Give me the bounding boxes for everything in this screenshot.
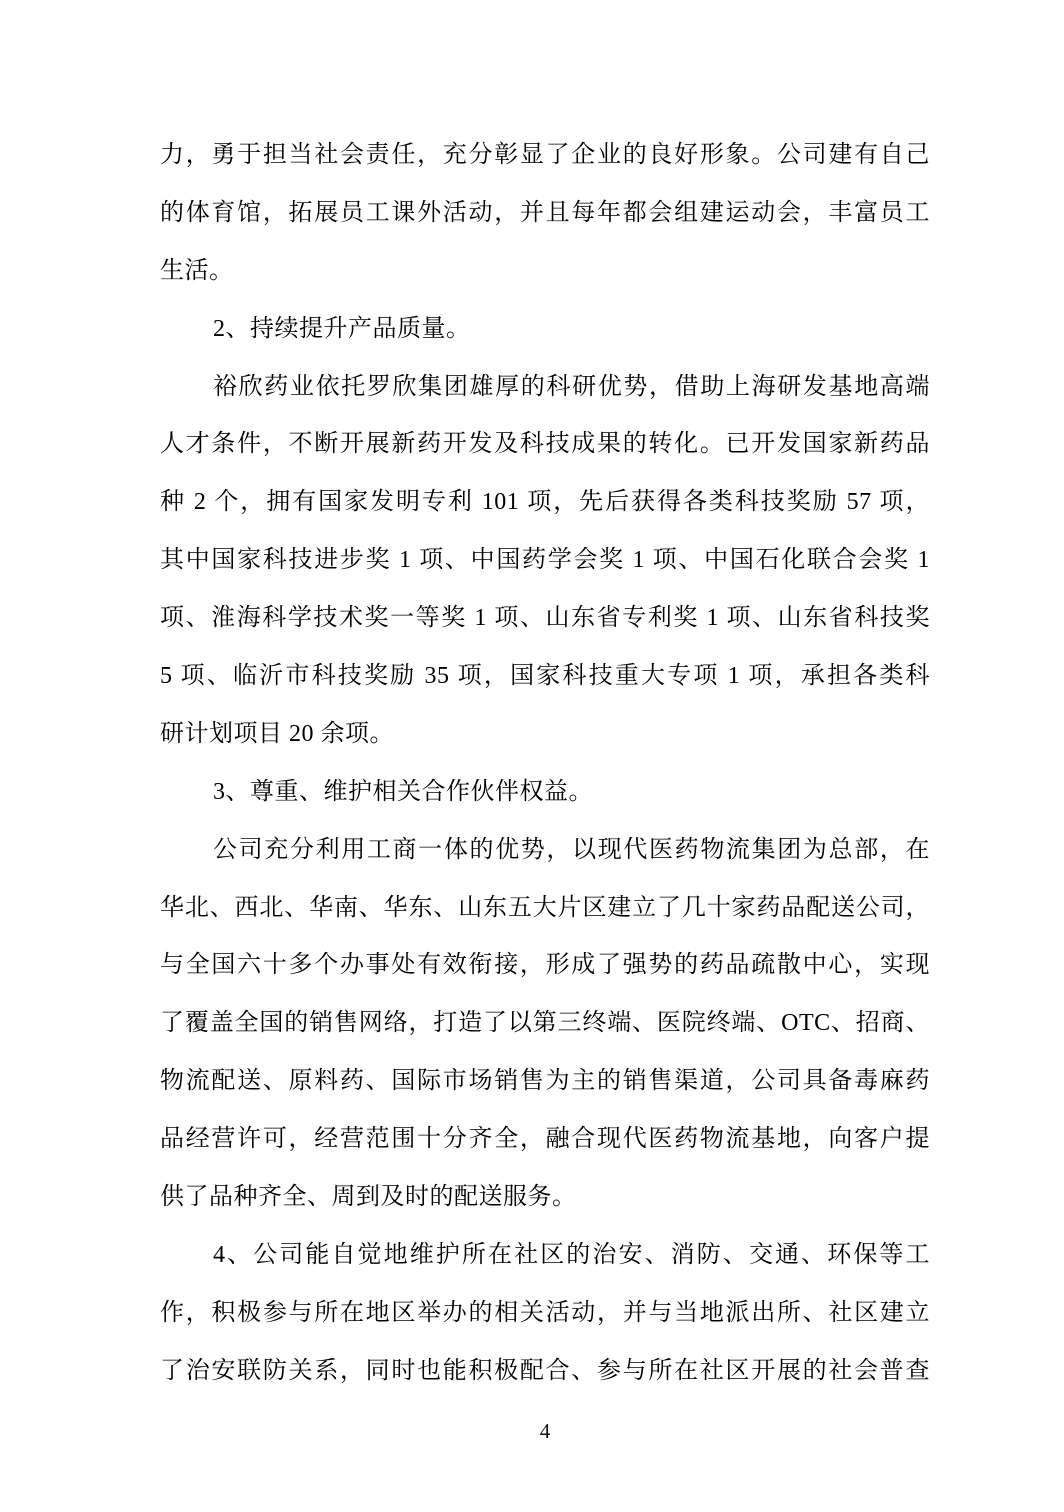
text-line: 种 2 个，拥有国家发明专利 101 项，先后获得各类科技奖励 57 项， (160, 489, 930, 516)
text-line: 项、淮海科学技术奖一等奖 1 项、山东省专利奖 1 项、山东省科技奖 (160, 605, 930, 632)
text-line: 了覆盖全国的销售网络，打造了以第三终端、医院终端、OTC、招商、 (160, 1010, 930, 1037)
text-line: 供了品种齐全、周到及时的配送服务。 (160, 1184, 577, 1211)
text-line: 其中国家科技进步奖 1 项、中国药学会奖 1 项、中国石化联合会奖 1 (160, 547, 930, 574)
text-line: 了治安联防关系，同时也能积极配合、参与所在社区开展的社会普查 (160, 1357, 930, 1384)
text-line: 作，积极参与所在地区举办的相关活动，并与当地派出所、社区建立 (160, 1299, 930, 1326)
text-line: 4、公司能自觉地维护所在社区的治安、消防、交通、环保等工 (213, 1241, 930, 1268)
text-line: 的体育馆，拓展员工课外活动，并且每年都会组建运动会，丰富员工 (160, 199, 930, 226)
text-line: 人才条件，不断开展新药开发及科技成果的转化。已开发国家新药品 (160, 431, 930, 458)
text-line: 与全国六十多个办事处有效衔接，形成了强势的药品疏散中心，实现 (160, 952, 930, 979)
document-body (160, 127, 930, 1401)
text-line: 华北、西北、华南、华东、山东五大片区建立了几十家药品配送公司， (160, 894, 930, 921)
text-line: 品经营许可，经营范围十分齐全，融合现代医药物流基地，向客户提 (160, 1126, 930, 1153)
text-line: 力，勇于担当社会责任，充分彰显了企业的良好形象。公司建有自己 (160, 142, 930, 168)
text-line: 研计划项目 20 余项。 (160, 720, 394, 747)
text-line: 3、尊重、维护相关合作伙伴权益。 (213, 778, 593, 805)
text-line: 物流配送、原料药、国际市场销售为主的销售渠道，公司具备毒麻药 (160, 1068, 930, 1095)
text-line: 生活。 (160, 257, 234, 284)
page-number: 4 (539, 1419, 551, 1443)
text-line: 5 项、临沂市科技奖励 35 项，国家科技重大专项 1 项，承担各类科 (160, 663, 930, 690)
text-line: 裕欣药业依托罗欣集团雄厚的科研优势，借助上海研发基地高端 (213, 373, 930, 400)
text-line: 2、持续提升产品质量。 (213, 315, 471, 342)
text-line: 公司充分利用工商一体的优势，以现代医药物流集团为总部，在 (213, 836, 930, 863)
